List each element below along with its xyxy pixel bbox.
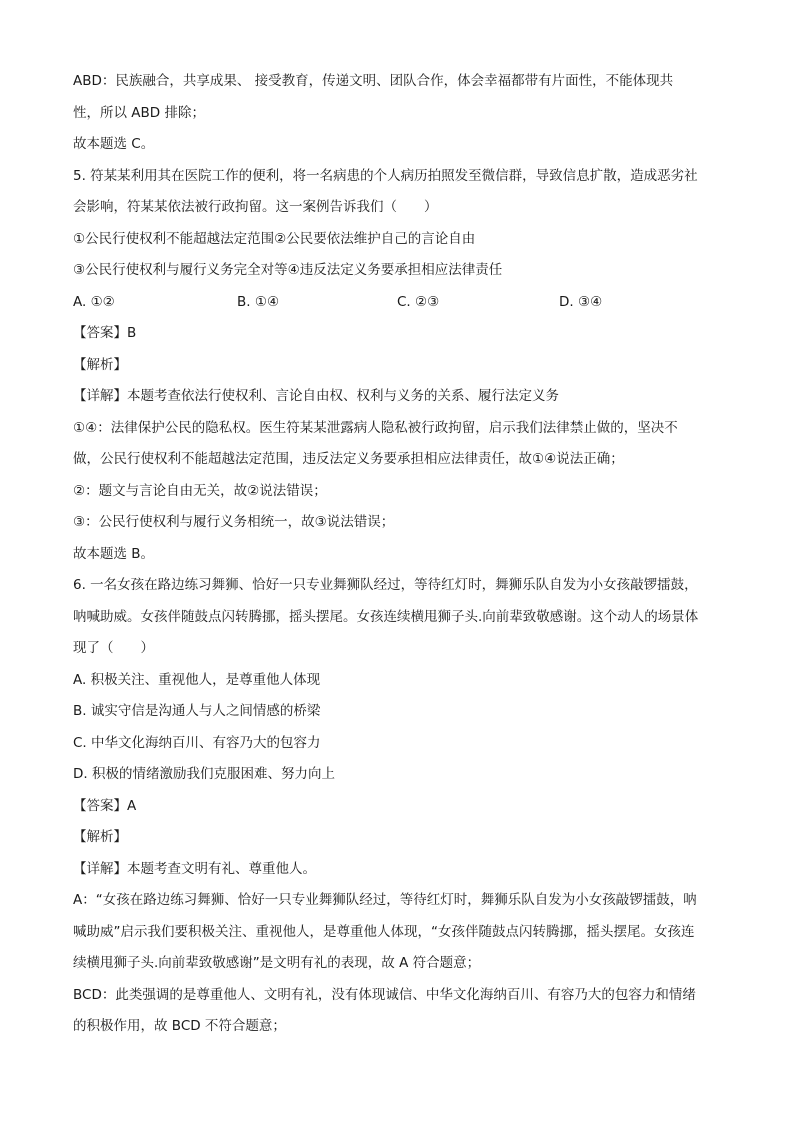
text-line: 性，所以 ABD 排除； xyxy=(73,104,205,121)
detail-text: ③：公民行使权利与履行义务相统一，故③说法错误； xyxy=(73,514,395,530)
question-6-stem: 呐喊助威。女孩伴随鼓点闪转腾挪，摇头摆尾。女孩连续横甩狮子头.向前辈致敬感谢。这个动人的场景体 xyxy=(73,608,699,625)
detail-text: 做，公民行使权利不能超越法定范围，违反法定义务要承担相应法律责任，故①④说法正确； xyxy=(73,451,624,467)
text-line: ABD：民族融合，共享成果、 接受教育，传递文明、团队合作，体会幸福都带有片面性，不能体现共 xyxy=(73,73,674,89)
detail-text: 续横甩狮子头.向前辈致敬感谢”是文明有礼的表现，故 A 符合题意； xyxy=(73,955,481,971)
question-5-stem: 5. 符某某利用其在医院工作的便利，将一名病患的个人病历拍照发至微信群，导致信息扩散，造成恶劣社 xyxy=(73,167,698,184)
question-5-stem: 会影响，符某某依法被行政拘留。这一案例告诉我们（ ） xyxy=(73,199,438,215)
choice-a: A. ①② xyxy=(73,293,115,310)
detail-text: 【详解】本题考查文明有礼、尊重他人。 xyxy=(73,860,316,877)
question-5-statements: ③公民行使权利与履行义务完全对等④违反法定义务要承担相应法律责任 xyxy=(73,262,503,278)
answer-label: 【答案】B xyxy=(73,325,137,341)
choice-c: C. 中华文化海纳百川、有容乃大的包容力 xyxy=(73,734,321,751)
choice-a: A. 积极关注、重视他人，是尊重他人体现 xyxy=(73,671,321,688)
text-line: 故本题选 C。 xyxy=(73,136,155,152)
choice-b: B. 诚实守信是沟通人与人之间情感的桥梁 xyxy=(73,703,321,719)
answer-label: 【答案】A xyxy=(73,797,137,814)
analysis-label: 【解析】 xyxy=(73,829,127,845)
choice-b: B. ①④ xyxy=(237,293,280,310)
question-6-stem: 6. 一名女孩在路边练习舞狮、恰好一只专业舞狮队经过，等待红灯时，舞狮乐队自发为小女孩敲锣擂鼓， xyxy=(73,577,698,593)
question-5-statements: ①公民行使权利不能超越法定范围②公民要依法维护自己的言论自由 xyxy=(73,230,476,247)
choice-d: D. ③④ xyxy=(559,293,603,310)
detail-text: BCD：此类强调的是尊重他人、文明有礼，没有体现诚信、中华文化海纳百川、有容乃大的包容力和情绪 xyxy=(73,986,696,1003)
question-6-stem: 现了（ ） xyxy=(73,640,154,656)
document-page xyxy=(73,66,723,1043)
question-5-choices xyxy=(73,287,723,319)
choice-c: C. ②③ xyxy=(397,293,440,310)
detail-text: A：“女孩在路边练习舞狮、恰好一只专业舞狮队经过，等待红灯时，舞狮乐队自发为小女孩敲锣擂鼓，呐 xyxy=(73,892,697,908)
detail-text: 喊助威”启示我们要积极关注、重视他人，是尊重他人体现，“女孩伴随鼓点闪转腾挪，摇头摆尾。女孩连 xyxy=(73,923,695,940)
conclusion-text: 故本题选 B。 xyxy=(73,545,155,562)
detail-text: ①④：法律保护公民的隐私权。医生符某某泄露病人隐私被行政拘留，启示我们法律禁止做的，坚决不 xyxy=(73,419,678,436)
choice-d: D. 积极的情绪激励我们克服困难、努力向上 xyxy=(73,766,335,782)
detail-text: 【详解】本题考查依法行使权利、言论自由权、权利与义务的关系、履行法定义务 xyxy=(73,388,559,404)
analysis-label: 【解析】 xyxy=(73,356,127,373)
detail-text: ②：题文与言论自由无关，故②说法错误； xyxy=(73,482,327,499)
detail-text: 的积极作用，故 BCD 不符合题意； xyxy=(73,1018,286,1034)
